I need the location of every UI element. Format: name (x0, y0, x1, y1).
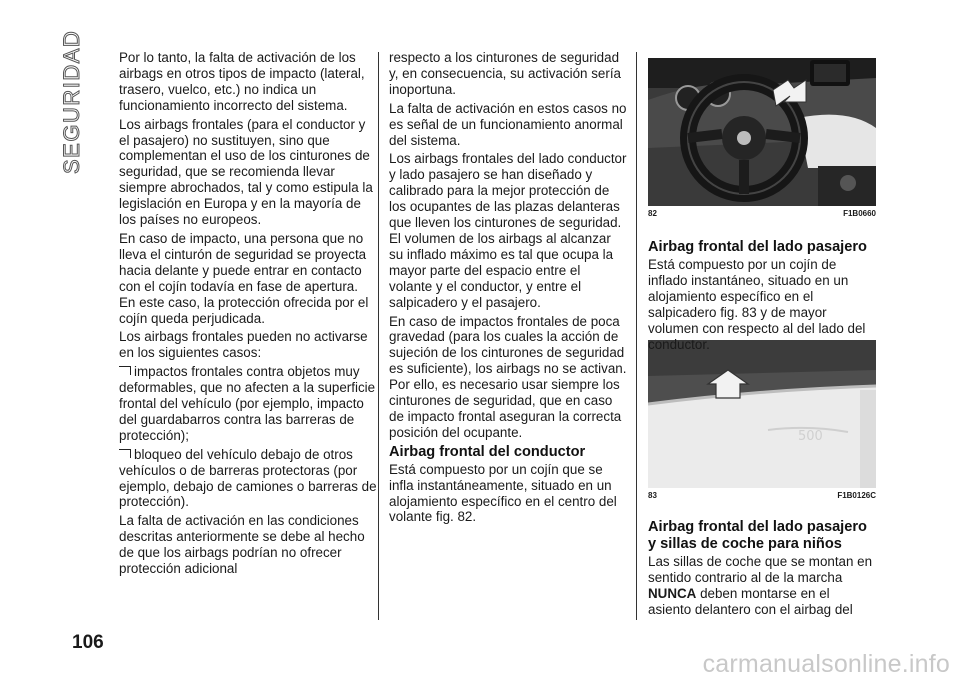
text-column-3-bottom (648, 516, 876, 621)
section-heading: Airbag frontal del lado pasajero (648, 239, 867, 255)
steering-wheel-photo (648, 58, 876, 206)
paragraph: Los airbags frontales pueden no activarse en los siguientes casos: (119, 329, 368, 361)
figure-code: F1B0660 (843, 209, 876, 218)
figure-number: 82 (648, 209, 657, 218)
dashboard-photo (648, 340, 876, 488)
column-divider (636, 52, 637, 620)
watermark: carmanualsonline.info (702, 650, 950, 678)
paragraph: Está compuesto por un cojín que se infla instantáneamente, situado en un alojamiento específico en el centro del volante fig. 82. (389, 461, 617, 525)
paragraph: Los airbags frontales (para el conductor y el pasajero) no sustituyen, sino que complementan el uso de los cinturones de seguridad, que se recomienda llevar siempre abrochados, tal y como estipula la legislación en Europa y en la mayoría de los países no europeos. (119, 116, 373, 228)
paragraph: En caso de impacto, una persona que no lleva el cinturón de seguridad se proyecta hacia delante y puede entrar en contacto con el cojín todavía en fase de apertura. En este caso, la protección ofrecida por el cojín queda perjudicada. (119, 230, 369, 326)
paragraph: Está compuesto por un cojín de inflado instantáneo, situado en un alojamiento específico en el salpicadero fig. 83 y de mayor volumen con respecto al del lado del conductor. (648, 257, 866, 352)
figure-number: 83 (648, 491, 657, 500)
paragraph: Las sillas de coche que se montan en sentido contrario al de la marcha NUNCA deben montarse en el asiento delantero con el airbag del (648, 554, 873, 617)
text-column-2 (389, 50, 627, 528)
section-heading: Airbag frontal del conductor (389, 443, 586, 460)
bullet-icon (119, 366, 131, 375)
paragraph: La falta de activación en estos casos no es señal de un funcionamiento anormal del sistema. (389, 100, 627, 148)
figure-code: F1B0126C (837, 491, 876, 500)
svg-text:500: 500 (798, 429, 823, 444)
paragraph: respecto a los cinturones de seguridad y, en consecuencia, su activación sería inoportuna. (389, 50, 621, 97)
paragraph: Los airbags frontales del lado conductor y lado pasajero se han diseñado y calibrado para la mejor protección de los ocupantes de las plazas delanteras que lleven los cinturones de seguridad. El volumen de los airbags al alcanzar su inflado máximo es tal que ocupa la mayor parte del espacio entre el volante y el conductor, y entre el salpicadero y el pasajero. (389, 151, 627, 310)
column-divider (378, 52, 379, 620)
text-column-1 (119, 50, 377, 580)
list-item: bloqueo del vehículo debajo de otros vehículos o de barreras protectoras (por ejemplo, debajo de camiones o barreras de protección). (119, 446, 377, 510)
paragraph: Por lo tanto, la falta de activación de los airbags en otros tipos de impacto (lateral, trasero, vuelco, etc.) no indica un funcionamiento incorrecto del sistema. (119, 50, 365, 113)
section-heading: Airbag frontal del lado pasajero y sillas de coche para niños (648, 519, 867, 552)
paragraph: La falta de activación en las condiciones descritas anteriormente se debe al hecho de que los airbags podrían no ofrecer protección adicional (119, 513, 365, 577)
bullet-icon (119, 449, 131, 458)
page-number: 106 (72, 632, 104, 653)
text-column-3-top (648, 236, 876, 355)
list-item: impactos frontales contra objetos muy deformables, que no afecten a la superficie frontal del vehículo (por ejemplo, impacto del guardabarros contra las barreras de protección); (119, 364, 376, 443)
paragraph: En caso de impactos frontales de poca gravedad (para los cuales la acción de sujeción de los cinturones de seguridad es suficiente), los airbags no se activan. Por ello, es necesario usar siempre los cinturones de seguridad, que en caso de impacto frontal aseguran la correcta posición del ocupante. (389, 313, 627, 440)
figure-82 (648, 58, 876, 218)
emphasis-text: NUNCA (648, 585, 697, 601)
section-title: SEGURIDAD (59, 29, 84, 174)
figure-83 (648, 340, 876, 500)
